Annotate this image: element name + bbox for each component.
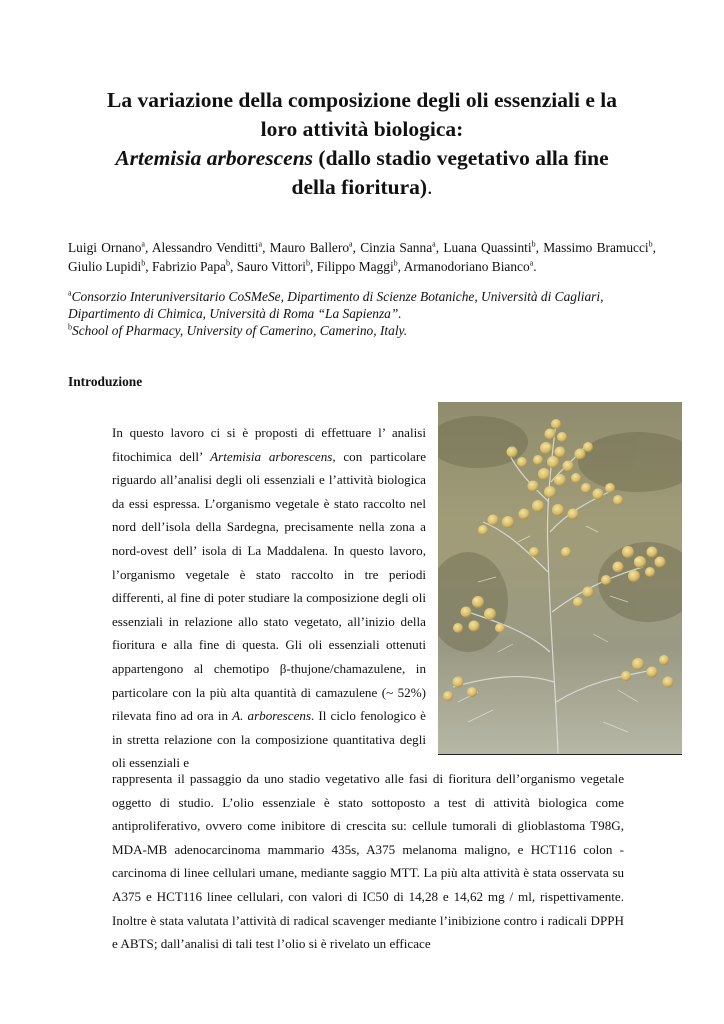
author-separator: ,	[535, 240, 544, 255]
title-line-3	[60, 144, 664, 173]
author-name: Sauro Vittori	[236, 259, 306, 274]
author-affiliation-marker: b	[141, 258, 146, 268]
affiliation-b-line: School of Pharmacy, University of Camerino, Camerino, Italy.	[72, 323, 408, 338]
author-affiliation-marker: b	[648, 239, 653, 249]
author-affiliation-marker: a	[141, 239, 145, 249]
author-separator: ,	[309, 259, 317, 274]
author-name: Massimo Bramucci	[543, 240, 649, 255]
author-separator: ,	[352, 240, 361, 255]
affiliation-a-marker: a	[68, 288, 72, 298]
author-name: Mauro Ballero	[269, 240, 350, 255]
author-name: Cinzia Sanna	[360, 240, 433, 255]
author-separator: ,	[262, 240, 270, 255]
author-affiliation-marker: a	[529, 258, 534, 268]
author-name: Armanodoriano Bianco	[403, 259, 530, 274]
affiliation-a	[68, 288, 668, 305]
title-line-4-text: della fioritura)	[291, 175, 428, 199]
author-affiliation-marker: b	[393, 258, 398, 268]
body-text	[112, 767, 624, 956]
author-name: Giulio Lupidi	[68, 259, 142, 274]
author-affiliation-marker: b	[305, 258, 310, 268]
author-separator: ,	[397, 259, 404, 274]
intro-text-c: . Il ciclo fenologico è in stretta relazione con la composizione quantitativa degli oli essenziali e	[112, 708, 426, 771]
author-name: Fabrizio Papa	[151, 259, 226, 274]
author-affiliation-marker: a	[258, 239, 263, 249]
author-separator: ,	[145, 259, 152, 274]
author-affiliation-marker: a	[349, 239, 353, 249]
author-separator: ,	[144, 240, 152, 255]
affiliation-b	[68, 322, 668, 339]
title-species: Artemisia arborescens	[115, 146, 314, 170]
author-affiliation-marker: b	[226, 258, 230, 268]
title-line-1: La variazione della composizione degli oli essenziali e la	[107, 88, 617, 112]
author-separator: ,	[652, 240, 656, 255]
author-separator: ,	[230, 259, 237, 274]
intro-text-b: con particolare riguardo all’analisi degli oli essenziali e l’attività biologica da essi espressa. L’organismo vegetale è stato raccolto nel nord dell’isola della Sardegna, precisamente nella zona a nord-ovest dell’ isola di La Maddalena. In questo lavoro, l’organismo vegetale è stato raccolto in tre periodi differenti, al fine di poter studiare la composizione degli oli essenziali in relazione allo stato vegetato, all’inizio della fioritura e alla fine di questa. Gli oli essenziali ottenuti appartengono al chemotipo β-thujone/chamazulene, in particolare con la più alta quantità di camazulene (~ 52%) rilevata fino ad ora in	[112, 448, 427, 724]
intro-species: Artemisia arborescens,	[210, 448, 336, 464]
author-affiliation-marker: a	[432, 239, 436, 249]
section-heading: Introduzione	[68, 374, 143, 389]
intro-text-a: In questo lavoro ci si è proposti di effettuare l’ analisi fitochimica dell’	[112, 425, 426, 464]
intro-column-text	[112, 421, 426, 775]
affiliation-a-line-1: Consorzio Interuniversitario CoSMeSe, Dipartimento di Scienze Botaniche, Università di Cagliari,	[71, 289, 604, 304]
artemisia-photo	[438, 402, 682, 755]
author-name: Luigi Ornano	[68, 240, 142, 255]
author-affiliation-marker: b	[531, 239, 536, 249]
body-paragraph: rappresenta il passaggio da uno stadio vegetativo alle fasi di fioritura dell’organismo vegetale oggetto di studio. L’olio essenziale è stato sottoposto a test di attività biologica come antiproliferativo, ovvero come inibitore di crescita su: cellule tumorali di glioblastoma T98G, MDA-MB adenocarcinoma mammario 435s, A375 melanoma maligno, e HCT116 colon - carcinoma di linee cellulari umane, mediante saggio MTT. La più alta attività è stata osservata su A375 e HCT116 linee cellulari, con valori di IC50 di 14,28 e 14,62 mg / ml, rispettivamente. Inoltre è stata valutata l’attività di radical scavenger mediante l’inibizione contro i radicali DPPH e ABTS; dall’analisi di tali test l’olio si è rivelato un efficace	[112, 771, 624, 952]
intro-species-2: A. arborescens	[232, 708, 312, 724]
author-name: Filippo Maggi	[316, 259, 394, 274]
intro-paragraph	[112, 421, 426, 775]
author-separator: ,	[435, 240, 444, 255]
title-line-3-rest: (dallo stadio vegetativo alla fine	[313, 146, 609, 170]
author-name: Luana Quassinti	[443, 240, 532, 255]
affiliation-a-line-2: Dipartimento di Chimica, Università di Roma “La Sapienza”.	[68, 306, 402, 321]
author-list	[68, 238, 656, 276]
affiliation-b-marker: b	[68, 322, 72, 332]
author-separator: .	[533, 259, 537, 274]
affiliations	[68, 288, 668, 339]
paper-title	[60, 86, 664, 202]
title-line-4	[60, 173, 664, 202]
title-line-2: loro attività biologica:	[260, 117, 464, 141]
title-period: .	[427, 175, 433, 199]
author-name: Alessandro Venditti	[151, 240, 259, 255]
